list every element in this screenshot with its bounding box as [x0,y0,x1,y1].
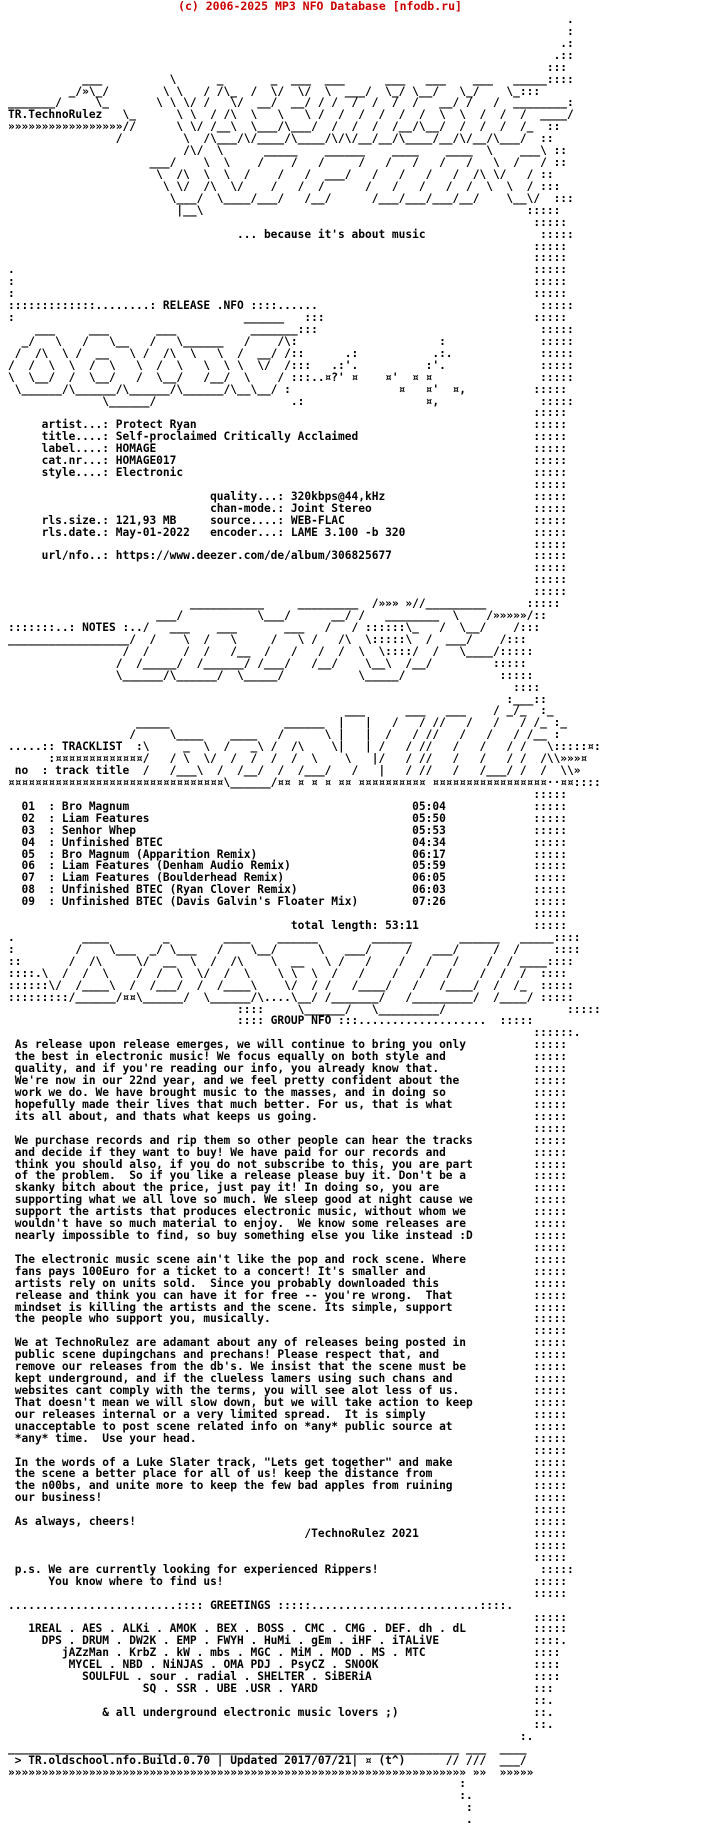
nfo-text: . : .: .:: ::: ___ \ _ _ ___ ___ ___ ___ ___ _____:::: _/»\_/ \ \ / /\_ / \/ \/ \ ___/ \_/ \__/ \_/ \_::: _______/ \_ \ \ \/ / \/ __/ __/ / / / / / / __/ / / ________: TR.TechnoRulez \_ \ \ / /\ \ \ \ / / / / / / \ \ / / / ____/ »»»»»»»»»»»»»»»»»// \ \/ /__\ \___/\___/ / / / /__/\__/ / / / /_ :: / \ /\___/\/____/\____/\/\/__/__/\____/__/\/__/\___/ :: /\/ \ _____ ______ ____ ____ \ ___\ :: ___/ \ \ / / / / / / / / \ / / :: \ /\ \ \ / / / ___/ / / / / /\ \/ / :: \ \/ /\ \/ / / / / / / / / \ \ / ::: \___/ \____/___/ /__/ /___/___/___/__/ \__\/ ::: |__\ ::::: ::::: ... because it's about music ::::: ::::: ::::: . ::::: : ::::: : ::::: :::::::::::::........: RELEASE .NFO ::::...... ::::: : ______ ::: ::::: ___ ___ ___ _______::: ::::: _/ \ / \__ / \______ / /\: : ::::: / /\ \ / __ \ / /\ \ \ / __/ /:: .: .:. ::::: / / \ \ / \ \ / \ \ \ \ \/ /::: .:'. :'. ::::: \ \__/ / \__/ / \__/ /__/ \ / :::..¤?' ¤ ¤' ¤ ¤ ::::: \______/\______/\______/\______/\__\__/ : ¤ ¤' ¤, ::::: \______/ .: ¤, ::::: ::::: artist...: Protect Ryan ::::: title....: Self-proclaimed Critically Acclaimed ::::: label....: HOMAGE ::::: cat.nr...: HOMAGE017 ::::: style....: Electronic ::::: ::::: quality...: 320kbps@44,kHz ::::: chan-mode.: Joint Stereo ::::: rls.size.: 121,93 MB source....: WEB-FLAC ::::: rls.date.: May-01-2022 encoder...: LAME 3.100 -b 320 ::::: ::::: url/nfo..: https://www.deezer.com/de/album/306825677 ::::: ::::: ::::: ::::: ___________ _________ /»»» »//_________ ::::: ___/ \___/ __/ / ________ \ /»»»»»/:: :::::::..: NOTES :../ ___ ___ ___ / / ::::::\_ / \__/ /::: __________________/ / \ / \ / \ / /\ \:::::\ / ___/ /::: / / / / /__ / / / / \ \::::/ / \____/::::: / /_____/ /______/ /___/ /__/ \__\ /__/ ::::: \______/\______/ \_____/ \_____/ ::::: :::: :___:: ___ ___ ___ / _/_ :_ _____ ______ | | / / // / / / /_ :_ / \____ ____ / \ | | / / // / / / /__ : .....:: TRACKLIST :\ _ \ / _\ / /\ \| | / / // / / / / \:::::¤: :¤¤¤¤¤¤¤¤¤¤¤¤¤/ / \ \/ / / / / \ \ |/ / // / / / / /\\»»»¤ no : track title / /___\ / /__/ / /___/ / | / // / /___/ / / \\» ¤¤¤¤¤¤¤¤¤¤¤¤¤¤¤¤¤¤¤¤¤¤¤¤¤¤¤¤¤¤¤¤\______/¤¤ ¤ ¤ ¤ ¤¤ ¤¤¤¤¤¤¤¤¤¤ ¤¤¤¤¤¤¤¤¤¤¤¤¤¤¤¤¤··¤¤:::: ::::: 01 : Bro Magnum 05:04 ::::: 02 : Liam Features 05:50 ::::: 03 : Senhor Whep 05:53 ::::: 04 : Unfinished BTEC 04:34 ::::: 05 : Bro Magnum (Apparition Remix) 06:17 ::::: 06 : Liam Features (Denham Audio Remix) 05:59 ::::: 07 : Liam Features (Boulderhead Remix) 06:05 ::::: 08 : Unfinished BTEC (Ryan Clover Remix) 06:03 ::::: 09 : Unfinished BTEC (Davis Galvin's Floater Mix) 07:26 ::::: ::::: total length: 53:11 ::::: . ____ _ ____ ______ ______ ______ _____:::: : / \___ _/ \___ / \__/ \ ___/ / ___/ / / :::: :: / /\ \/ __ \ / /\ \ __ \ / / / / / / / ____:::: ::::.\ / / \ / / \ \/ / \ \ \ \ / / / / / / / / :::: ::::::\/ /____\ / /___/ / /____\ \/ / / /____/ / /____/ / /_ ::::: :::::::::/______/¤¤\______/ \______/\....\__/ /_______/ /_________/ /____/ ::::: :::: \______/ \_________/ ::::: :::: GROUP NFO :::................... ::::: ::::::. As release upon release emerges, we will continue to bring you only ::::: the best in electronic music! We focus equally on both style and ::::: quality, and if you're reading our info, you already know that. ::::: We're now in our 22nd year, and we feel pretty confident about the ::::: work we do. We have brought music to the masses, and in doing so ::::: hopefully made their lives that much better. For us, that is what ::::: its all about, and thats what keeps us going. ::::: ::::: We purchase records and rip them so other people can hear the tracks ::::: and decide if they want to buy! We have paid for our records and ::::: think you should also, if you do not subscribe to this, you are part ::::: of the problem. So if you like a release please buy it. Don't be a ::::: skanky bitch about the price, just pay it! In doing so, you are ::::: supporting what we all love so much. We sleep good at night cause we ::::: support the artists that produces electronic music, without whom we ::::: wouldn't have so much material to enjoy. We know some releases are ::::: nearly impossible to find, so buy something else you like instead :D ::::: ::::: The electronic music scene ain't like the pop and rock scene. Where ::::: fans pays 100Euro for a ticket to a concert! It's smaller and ::::: artists rely on units sold. Since you probably downloaded this ::::: release and think you can have it for free -- you're wrong. That ::::: mindset is killing the artists and the scene. Its simple, support ::::: the people who support you, musically. ::::: ::::: We at TechnoRulez are adamant about any of releases being posted in ::::: public scene dupingchans and prechans! Please respect that, and ::::: remove our releases from the db's. We insist that the scene must be ::::: kept underground, and if the clueless lamers using such chans and ::::: websites cant comply with the terms, you will see alot less of us. ::::: That doesn't mean we will slow down, but we will take action to keep ::::: our releases internal or a very limited spread. It is simply ::::: unacceptable to post scene related info on *any* public source at ::::: *any* time. Use your head. ::::: ::::: In the words of a Luke Slater track, "Lets get together" and make ::::: the scene a better place for all of us! keep the distance from ::::: the n00bs, and unite more to keep the few bad apples from ruining ::::: our business! ::::: ::::: As always, cheers! ::::: /TechnoRulez 2021 ::::: ::::: ::::: p.s. We are currently looking for experienced Rippers! ::::: You know where to find us! ::::: ::::: .........................:::: GREETINGS :::::.........................::::. ::::: 1REAL . AES . ALKi . AMOK . BEX . BOSS . CMC . CMG . DEF. dh . dL ::::: DPS . DRUM . DW2K . EMP . FWYH . HuMi . gEm . iHF . iTALiVE ::::. jAZzMan . KrbZ . kW . mbs . MGC . MiM . MOD . MS . MTC :::: MYCEL . NBD . NiNJAS . OMA PDJ . PsyCZ . SNOOK :::: SOULFUL . sour . radial . SHELTER . SiBERiA :::: SQ . SSR . UBE .USR . YARD ::: ::. & all underground electronic music lovers ;) ::. ::. :. ___________________________________________________________________ ___ ____ > TR.oldschool.nfo.Build.0.70 | Updated 2017/07/21| ¤ (t^) // /// ___/ »»»»»»»»»»»»»»»»»»»»»»»»»»»»»»»»»»»»»»»»»»»»»»»»»»»»»»»»»»»»»»»»»»»» »» »»»»» : :. : . [8,13,601,1826]
copyright-header: (c) 2006-2025 MP3 NFO Database [nfodb.ru] [178,0,462,13]
